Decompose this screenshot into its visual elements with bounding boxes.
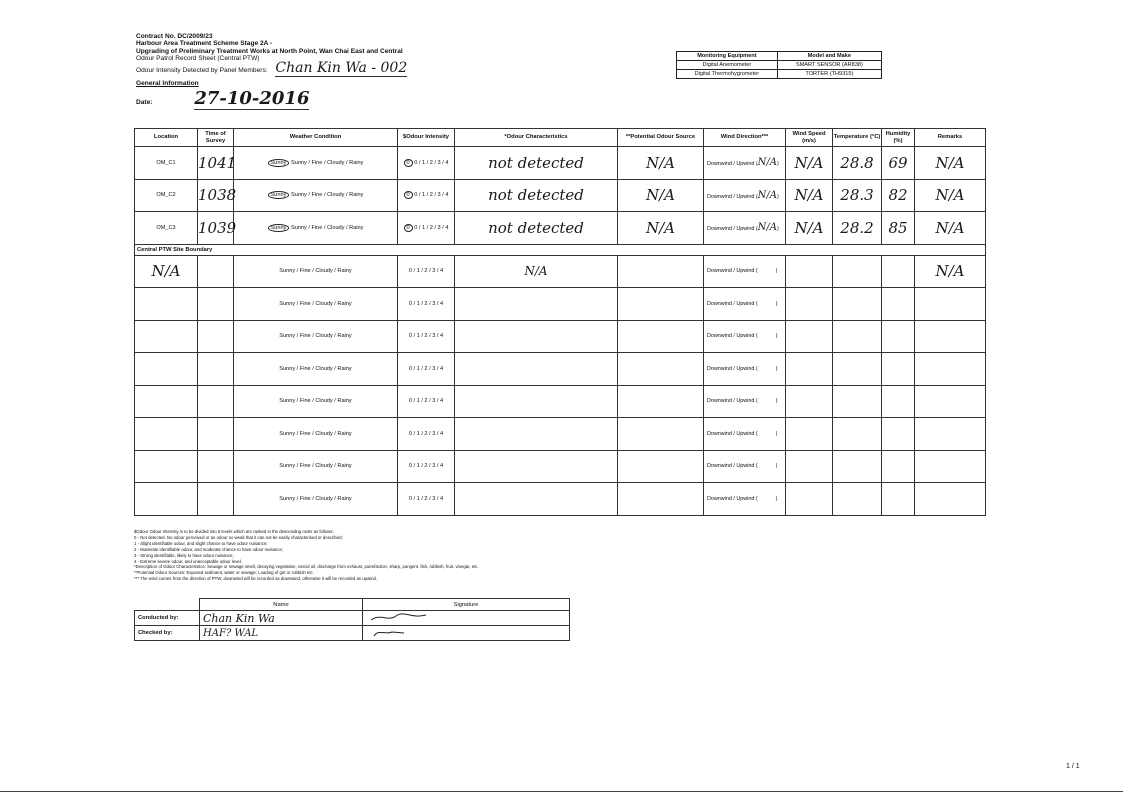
cell-source: N/A [618, 179, 704, 212]
cell-time: 1041 [198, 147, 234, 180]
intensity-options: 0 / 1 / 2 / 3 / 4 [414, 192, 449, 199]
cell-time [198, 483, 234, 516]
cell-characteristics [455, 418, 618, 451]
cell-characteristics: not detected [455, 147, 618, 180]
cell-weather [234, 179, 398, 212]
note-line: 0 - Not detected. No odour perceived or an odour so weak that it can not be easily characterised or described; [134, 534, 343, 540]
cell-intensity [398, 212, 455, 245]
cell-location: OM_C2 [135, 179, 198, 212]
cell-source: N/A [618, 212, 704, 245]
weather-options: Sunny / Fine / Cloudy / Rainy [290, 224, 364, 231]
cell-characteristics: not detected [455, 212, 618, 245]
weather-options: Sunny / Fine / Cloudy / Rainy [290, 192, 364, 199]
signature-mark [366, 626, 436, 638]
cell-characteristics [455, 320, 618, 353]
cell-temperature [833, 255, 882, 288]
cell-temperature: 28.8 [833, 147, 882, 180]
note-line: **Potential Odour Sources: Exposed sediment, water or sewage; Loading of grit or rubbish etc. [134, 570, 314, 576]
cell-location [135, 385, 198, 418]
cell-weather: Sunny / Fine / Cloudy / Rainy [234, 385, 398, 418]
header-intensity: $Odour Intensity [398, 129, 455, 147]
signature-header: Signature [363, 599, 570, 611]
note-line: $Odour Odour Intensity is to be divided into 5 levels which are ranked in the descending order as follows: [134, 529, 334, 534]
wind-options: Downwind / Upwind ( [707, 193, 758, 200]
table-row [135, 147, 986, 180]
intensity-options: 0 / 1 / 2 / 3 / 4 [414, 159, 449, 166]
header-location: Location [135, 129, 198, 147]
name-header: Name [200, 599, 363, 611]
cell-intensity: 0 / 1 / 2 / 3 / 4 [398, 450, 455, 483]
cell-location [135, 320, 198, 353]
weather-circled: Sunny [268, 224, 290, 232]
cell-wind-direction: Downwind / Upwind ( ) [704, 385, 786, 418]
weather-circled: Sunny [268, 191, 290, 199]
cell-humidity: 82 [882, 179, 915, 212]
date-label: Date: [136, 99, 153, 107]
cell-wind-speed [786, 483, 833, 516]
cell-remarks [915, 483, 986, 516]
table-row [135, 179, 986, 212]
cell-wind-direction: Downwind / Upwind ( ) [704, 255, 786, 288]
header-temperature: Temperature (°C) [833, 129, 882, 147]
date-line [136, 88, 407, 110]
cell-characteristics: not detected [455, 179, 618, 212]
cell-temperature [833, 320, 882, 353]
cell-wind-speed [786, 255, 833, 288]
cell-wind-direction: Downwind / Upwind (N/A) [704, 147, 786, 180]
odour-record-table [134, 128, 986, 516]
signature-mark [366, 611, 436, 623]
equipment-table [676, 51, 882, 79]
patrol-member-value: Chan Kin Wa - 002 [275, 59, 408, 76]
wind-options: Downwind / Upwind ( [707, 161, 758, 168]
cell-humidity [882, 450, 915, 483]
cell-humidity [882, 320, 915, 353]
wind-options: Downwind / Upwind ( [707, 430, 758, 437]
intensity-circled: 0 [404, 224, 413, 232]
cell-remarks: N/A [915, 179, 986, 212]
note-line: 2 - Moderate identifiable odour, and moderate chance to have odour nuisance; [134, 546, 284, 552]
cell-humidity [882, 353, 915, 386]
cell-location: N/A [135, 255, 198, 288]
cell-weather: Sunny / Fine / Cloudy / Rainy [234, 483, 398, 516]
table-row [135, 320, 986, 353]
checked-signature [363, 626, 570, 641]
cell-wind-direction: Downwind / Upwind ( ) [704, 288, 786, 321]
cell-intensity: 0 / 1 / 2 / 3 / 4 [398, 320, 455, 353]
weather-circled: Sunny [268, 159, 290, 167]
wind-value: N/A [757, 157, 777, 169]
cell-weather: Sunny / Fine / Cloudy / Rainy [234, 320, 398, 353]
note-line: *Description of Odour Characteristics: Sewage or sewage smell, decaying vegetation, rancid oil, discharge from exhaust, putrefaction, sharp, pungent, fish, rubbish, fruit, vinegar, etc. [134, 564, 479, 570]
cell-source: N/A [618, 147, 704, 180]
header-remarks: Remarks [915, 129, 986, 147]
cell-weather: Sunny / Fine / Cloudy / Rainy [234, 418, 398, 451]
note-line: 1 - Slight identifiable odour, and slight chance to have odour nuisance; [134, 540, 268, 546]
cell-humidity [882, 288, 915, 321]
cell-temperature [833, 450, 882, 483]
header-source: **Potential Odour Source [618, 129, 704, 147]
cell-intensity: 0 / 1 / 2 / 3 / 4 [398, 353, 455, 386]
header-wind-direction: Wind Direction*** [704, 129, 786, 147]
cell-intensity: 0 / 1 / 2 / 3 / 4 [398, 385, 455, 418]
blank-rows [135, 288, 986, 516]
cell-weather: Sunny / Fine / Cloudy / Rainy [234, 450, 398, 483]
cell-wind-speed [786, 450, 833, 483]
header-characteristics: *Odour Characteristics [455, 129, 618, 147]
thermohygrometer-label: Digital Thermohygrometer [677, 70, 778, 79]
header-weather: Weather Condition [234, 129, 398, 147]
anemometer-model: SMART SENSOR (AR838) [777, 61, 881, 70]
wind-value: N/A [757, 189, 777, 201]
cell-time [198, 353, 234, 386]
cell-characteristics: N/A [455, 255, 618, 288]
cell-wind-speed [786, 353, 833, 386]
cell-remarks: N/A [915, 147, 986, 180]
document-header [136, 33, 408, 110]
wind-value: N/A [757, 222, 777, 234]
cell-time: 1038 [198, 179, 234, 212]
cell-temperature [833, 483, 882, 516]
cell-humidity: 85 [882, 212, 915, 245]
signoff-table [134, 598, 570, 641]
contract-number: Contract No. DC/2009/23 [136, 33, 213, 40]
cell-intensity: 0 / 1 / 2 / 3 / 4 [398, 418, 455, 451]
table-row [135, 288, 986, 321]
cell-wind-speed: N/A [786, 147, 833, 180]
wind-options: Downwind / Upwind ( [707, 300, 758, 307]
cell-temperature [833, 353, 882, 386]
cell-wind-direction: Downwind / Upwind ( ) [704, 483, 786, 516]
thermohygrometer-model: TORTER (TH9315) [777, 70, 881, 79]
wind-options: Downwind / Upwind ( [707, 268, 758, 275]
cell-time [198, 288, 234, 321]
cell-location [135, 288, 198, 321]
table-row [135, 353, 986, 386]
cell-characteristics [455, 353, 618, 386]
cell-source [618, 353, 704, 386]
wind-options: Downwind / Upwind ( [707, 463, 758, 470]
cell-humidity [882, 385, 915, 418]
cell-remarks: N/A [915, 212, 986, 245]
cell-wind-speed: N/A [786, 179, 833, 212]
checked-name: HAF? WAL [200, 626, 363, 641]
model-header: Model and Make [777, 52, 881, 61]
intensity-circled: 0 [404, 191, 413, 199]
cell-temperature [833, 288, 882, 321]
cell-location [135, 450, 198, 483]
cell-source [618, 288, 704, 321]
cell-location: OM_C1 [135, 147, 198, 180]
cell-remarks [915, 288, 986, 321]
cell-source [618, 483, 704, 516]
cell-weather [234, 212, 398, 245]
project-title: Harbour Area Treatment Scheme Stage 2A - [136, 40, 273, 48]
cell-weather: Sunny / Fine / Cloudy / Rainy [234, 288, 398, 321]
page-number: 1 / 1 [1066, 763, 1080, 770]
cell-temperature: 28.3 [833, 179, 882, 212]
cell-source [618, 385, 704, 418]
cell-wind-speed [786, 385, 833, 418]
general-info-label: General Information [136, 80, 199, 88]
cell-wind-direction: Downwind / Upwind ( ) [704, 353, 786, 386]
cell-location [135, 353, 198, 386]
wind-options: Downwind / Upwind ( [707, 398, 758, 405]
cell-characteristics [455, 288, 618, 321]
cell-source [618, 320, 704, 353]
cell-weather: Sunny / Fine / Cloudy / Rainy [234, 255, 398, 288]
cell-time [198, 320, 234, 353]
checked-label: Checked by: [135, 626, 200, 641]
cell-wind-speed [786, 288, 833, 321]
note-line: 3 - Strong identifiable, likely to have odour nuisance; [134, 552, 234, 558]
cell-source [618, 255, 704, 288]
anemometer-label: Digital Anemometer [677, 61, 778, 70]
cell-remarks [915, 450, 986, 483]
cell-wind-speed [786, 320, 833, 353]
note-line: *** The wind comes from the direction of PTW, downwind will be recorded as downwind, otherwise it will be recorded as upwind. [134, 576, 378, 582]
weather-options: Sunny / Fine / Cloudy / Rainy [290, 159, 364, 166]
cell-wind-direction: Downwind / Upwind ( ) [704, 320, 786, 353]
cell-characteristics [455, 450, 618, 483]
cell-wind-direction: Downwind / Upwind ( ) [704, 450, 786, 483]
patrol-member-label: Odour Intensity Detected by Panel Members: [136, 66, 268, 74]
page-bottom-rule [0, 791, 1123, 792]
table-row [135, 212, 986, 245]
cell-temperature [833, 418, 882, 451]
cell-wind-direction: Downwind / Upwind (N/A) [704, 179, 786, 212]
cell-characteristics [455, 483, 618, 516]
notes-block [134, 529, 479, 582]
header-time: Time of Survey [198, 129, 234, 147]
section-label: Central PTW Site Boundary [135, 244, 986, 255]
cell-remarks [915, 353, 986, 386]
wind-options: Downwind / Upwind ( [707, 333, 758, 340]
cell-source [618, 418, 704, 451]
section-row [135, 244, 986, 255]
cell-weather: Sunny / Fine / Cloudy / Rainy [234, 353, 398, 386]
header-wind-speed: Wind Speed (m/s) [786, 129, 833, 147]
cell-remarks [915, 418, 986, 451]
cell-source [618, 450, 704, 483]
cell-humidity [882, 483, 915, 516]
cell-wind-direction: Downwind / Upwind (N/A) [704, 212, 786, 245]
cell-wind-direction: Downwind / Upwind ( ) [704, 418, 786, 451]
cell-weather [234, 147, 398, 180]
table-row [135, 483, 986, 516]
cell-remarks [915, 385, 986, 418]
equipment-header: Monitoring Equipment [677, 52, 778, 61]
cell-time [198, 418, 234, 451]
wind-options: Downwind / Upwind ( [707, 226, 758, 233]
cell-intensity [398, 147, 455, 180]
cell-humidity [882, 418, 915, 451]
cell-time [198, 450, 234, 483]
cell-location [135, 483, 198, 516]
note-line: 4 - Extreme severe odour, and unacceptable odour level. [134, 558, 242, 564]
cell-humidity: 69 [882, 147, 915, 180]
cell-intensity: 0 / 1 / 2 / 3 / 4 [398, 288, 455, 321]
cell-temperature [833, 385, 882, 418]
project-subtitle: Upgrading of Preliminary Treatment Works at North Point, Wan Chai East and Central [136, 47, 403, 55]
conducted-signature [363, 611, 570, 626]
cell-intensity: 0 / 1 / 2 / 3 / 4 [398, 255, 455, 288]
cell-temperature: 28.2 [833, 212, 882, 245]
cell-wind-speed: N/A [786, 212, 833, 245]
wind-options: Downwind / Upwind ( [707, 495, 758, 502]
conducted-label: Conducted by: [135, 611, 200, 626]
conducted-name: Chan Kin Wa [200, 611, 363, 626]
table-row [135, 255, 986, 288]
cell-remarks: N/A [915, 255, 986, 288]
cell-characteristics [455, 385, 618, 418]
cell-time [198, 385, 234, 418]
intensity-circled: 0 [404, 159, 413, 167]
cell-intensity: 0 / 1 / 2 / 3 / 4 [398, 483, 455, 516]
table-row [135, 450, 986, 483]
cell-time: 1039 [198, 212, 234, 245]
sheet-title: Odour Patrol Record Sheet (Central PTW) [136, 55, 260, 63]
intensity-options: 0 / 1 / 2 / 3 / 4 [414, 224, 449, 231]
cell-intensity [398, 179, 455, 212]
date-value: 27-10-2016 [194, 88, 310, 110]
cell-location: OM_C3 [135, 212, 198, 245]
cell-wind-speed [786, 418, 833, 451]
wind-options: Downwind / Upwind ( [707, 365, 758, 372]
header-humidity: Humidity (%) [882, 129, 915, 147]
cell-location [135, 418, 198, 451]
cell-time [198, 255, 234, 288]
table-row [135, 385, 986, 418]
table-row [135, 418, 986, 451]
cell-remarks [915, 320, 986, 353]
cell-humidity [882, 255, 915, 288]
